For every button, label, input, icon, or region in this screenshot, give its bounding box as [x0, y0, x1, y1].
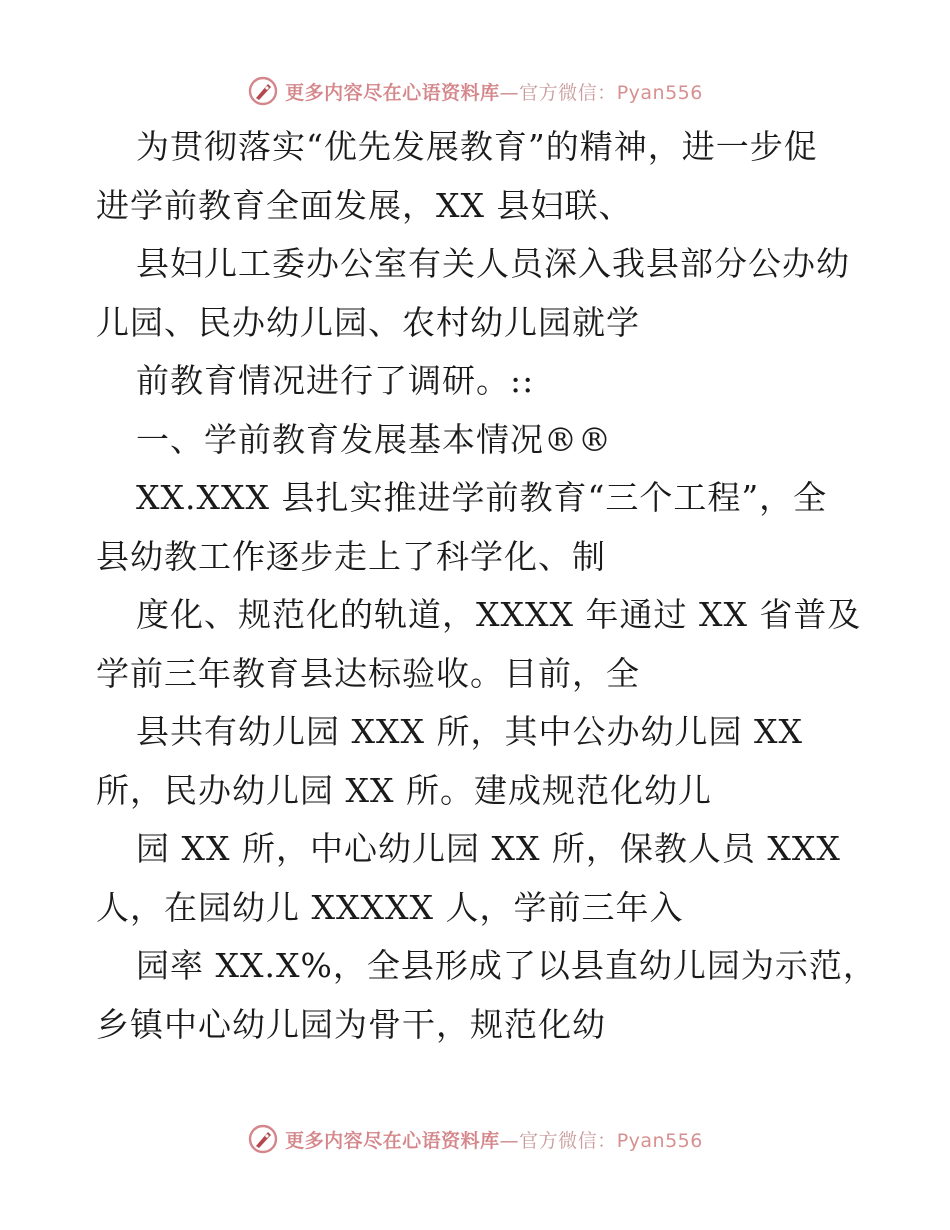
body-line: 前教育情况进行了调研。::: [136, 361, 535, 400]
pen-nib-circle-icon: [247, 1123, 279, 1155]
body-line: 为贯彻落实“优先发展教育”的精神，进一步促: [136, 127, 818, 166]
watermark-brand: 更多内容尽在心语资料库: [285, 81, 500, 104]
body-line: 人，在园幼儿 XXXXX 人，学前三年入: [96, 887, 684, 927]
body-line: 县幼教工作逐步走上了科学化、制: [96, 536, 606, 576]
body-line: 度化、规范化的轨道，XXXX 年通过 XX 省普及: [136, 595, 862, 634]
watermark-text: [285, 1126, 703, 1153]
body-line: 进学前教育全面发展，XX 县妇联、: [96, 185, 633, 225]
watermark-dash: —: [499, 1129, 520, 1152]
watermark-brand: 更多内容尽在心语资料库: [285, 1129, 500, 1152]
watermark-wechat-id: Pyan556: [616, 1129, 703, 1152]
header-watermark: [0, 71, 950, 111]
watermark-wechat-label: 官方微信：: [519, 81, 617, 104]
body-line: 乡镇中心幼儿园为骨干，规范化幼: [96, 1004, 606, 1044]
body-line: XX.XXX 县扎实推进学前教育“三个工程”，全: [136, 478, 828, 517]
footer-watermark: [0, 1119, 950, 1159]
body-line: 儿园、民办幼儿园、农村幼儿园就学: [96, 302, 640, 342]
body-line: 县共有幼儿园 XXX 所，其中公办幼儿园 XX: [136, 712, 803, 751]
watermark-text: [285, 78, 703, 105]
section-heading: 一、学前教育发展基本情况®®: [136, 419, 612, 459]
watermark-wechat-label: 官方微信：: [519, 1129, 617, 1152]
body-line: 县妇儿工委办公室有关人员深入我县部分公办幼: [136, 244, 850, 283]
watermark-wechat-id: Pyan556: [616, 81, 703, 104]
document-body: [96, 118, 877, 1054]
body-line: 园 XX 所，中心幼儿园 XX 所，保教人员 XXX: [136, 829, 841, 868]
body-line: 所，民办幼儿园 XX 所。建成规范化幼儿: [96, 770, 712, 810]
body-line: 学前三年教育县达标验收。目前，全: [96, 653, 640, 693]
pen-nib-circle-icon: [247, 75, 279, 107]
body-line: 园率 XX.X%，全县形成了以县直幼儿园为示范，: [136, 946, 877, 985]
watermark-dash: —: [499, 81, 520, 104]
